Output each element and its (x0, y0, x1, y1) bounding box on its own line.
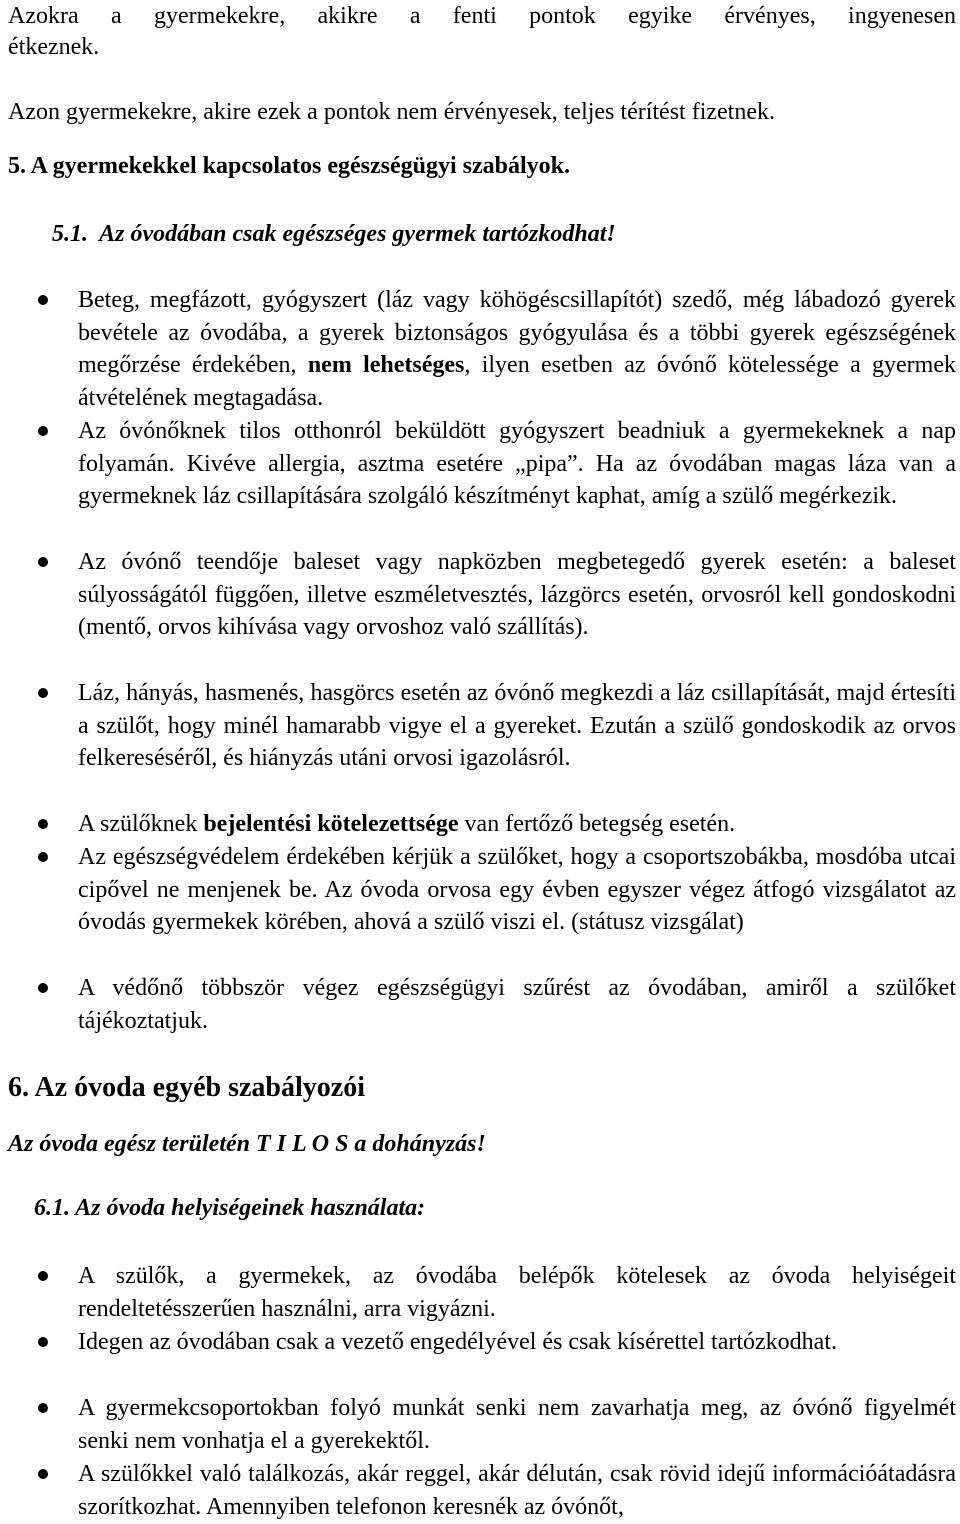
bullet-text: Az óvónőknek tilos otthonról beküldött gyógyszert beadniuk a gyermekeknek a nap folyamán. Kivéve allergia, asztma esetére „pipa”. Ha az óvodában magas láza van a gyermeknek láz csillapítására szolgáló készítményt kaphat, amíg a szülő megérkezik. (78, 418, 956, 509)
list-item (78, 841, 956, 939)
bullet-text: A szülőkkel való találkozás, akár reggel, akár délután, csak rövid idejű információátadásra szorítkozhat. Amennyiben telefonon keresnék az óvónőt, (78, 1461, 956, 1520)
bullet-text-post: van fertőző betegség esetén. (458, 811, 736, 837)
bullet-text-pre: Beteg, megfázott, gyógyszert (láz vagy köhögéscsillapítót) szedő, még lábadozó gyerek bevétele az óvodába, a gyerek biztonságos gyógyulása és a többi gyerek egészségének megőrzése érdekében, (78, 287, 956, 378)
list-item (78, 284, 956, 414)
bullet-text: A védőnő többször végez egészségügyi szűrést az óvodában, amiről a szülőket tájékoztatjuk. (78, 975, 956, 1034)
bullet-icon (38, 819, 48, 829)
list-item (78, 808, 956, 841)
bullet-text: Láz, hányás, hasmenés, hasgörcs esetén az óvónő megkezdi a láz csillapítását, majd értesíti a szülőt, hogy minél hamarabb vigye el a gyereket. Ezután a szülő gondoskodik az orvos felkereséséről, és hiányzás utáni orvosi igazolásról. (78, 680, 956, 771)
bullet-text-post: , ilyen esetben az óvónő kötelessége a gyermek átvételének megtagadása. (78, 352, 956, 411)
list-item (78, 972, 956, 1037)
list-item (78, 1458, 956, 1523)
list-item (78, 546, 956, 644)
list-item (78, 1392, 956, 1457)
list-item (78, 415, 956, 513)
bullet-icon (38, 1337, 48, 1347)
bullet-icon (38, 1403, 48, 1413)
bullet-text-pre: A szülőknek (78, 811, 204, 837)
list-item (78, 1260, 956, 1325)
section-6-heading: 6. Az óvoda egyéb szabályozói (8, 1072, 365, 1103)
list-item (78, 1326, 838, 1359)
list-item (78, 677, 956, 775)
section-5-1-heading: 5.1. Az óvodában csak egészséges gyermek tartózkodhat! (52, 221, 616, 247)
bullet-icon (38, 557, 48, 567)
bullet-icon (38, 295, 48, 305)
bullet-text: A szülők, a gyermekek, az óvodába belépők kötelesek az óvoda helyiségeit rendeltetésszerűen használni, arra vigyázni. (78, 1263, 956, 1322)
section-6-1-heading: 6.1. Az óvoda helyiségeinek használata: (34, 1195, 426, 1221)
bullet-icon (38, 426, 48, 436)
bullet-icon (38, 852, 48, 862)
bullet-text-bold: nem lehetséges (307, 352, 465, 378)
bullet-text: A gyermekcsoportokban folyó munkát senki nem zavarhatja meg, az óvónő figyelmét senki nem vonhatja el a gyerekektől. (78, 1395, 956, 1454)
intro-line-1: Azokra a gyermekekre, akikre a fenti pontok egyike érvényes, ingyenesen (8, 3, 956, 29)
bullet-icon (38, 1469, 48, 1479)
section-5-heading: 5. A gyermekekkel kapcsolatos egészségügyi szabályok. (8, 153, 570, 179)
intro-line-3: Azon gyermekekre, akire ezek a pontok nem érvényesek, teljes térítést fizetnek. (8, 99, 775, 125)
intro-line-2: étkeznek. (8, 34, 100, 60)
bullet-icon (38, 983, 48, 993)
bullet-text: Idegen az óvodában csak a vezető engedélyével és csak kísérettel tartózkodhat. (78, 1329, 837, 1355)
bullet-text: Az egészségvédelem érdekében kérjük a szülőket, hogy a csoportszobákba, mosdóba utcai cipővel ne menjenek be. Az óvoda orvosa egy évben egyszer végez átfogó vizsgálatot az óvodás gyermekek körében, ahová a szülő viszi el. (státusz vizsgálat) (78, 844, 956, 935)
bullet-text: Az óvónő teendője baleset vagy napközben megbetegedő gyerek esetén: a baleset súlyosságától függően, illetve eszméletvesztés, lázgörcs esetén, orvosról kell gondoskodni (mentő, orvos kihívása vagy orvoshoz való szállítás). (78, 549, 956, 640)
smoking-ban-notice: Az óvoda egész területén T I L O S a dohányzás! (8, 1131, 486, 1157)
bullet-icon (38, 1271, 48, 1281)
bullet-icon (38, 688, 48, 698)
bullet-text-bold: bejelentési kötelezettsége (203, 811, 459, 837)
